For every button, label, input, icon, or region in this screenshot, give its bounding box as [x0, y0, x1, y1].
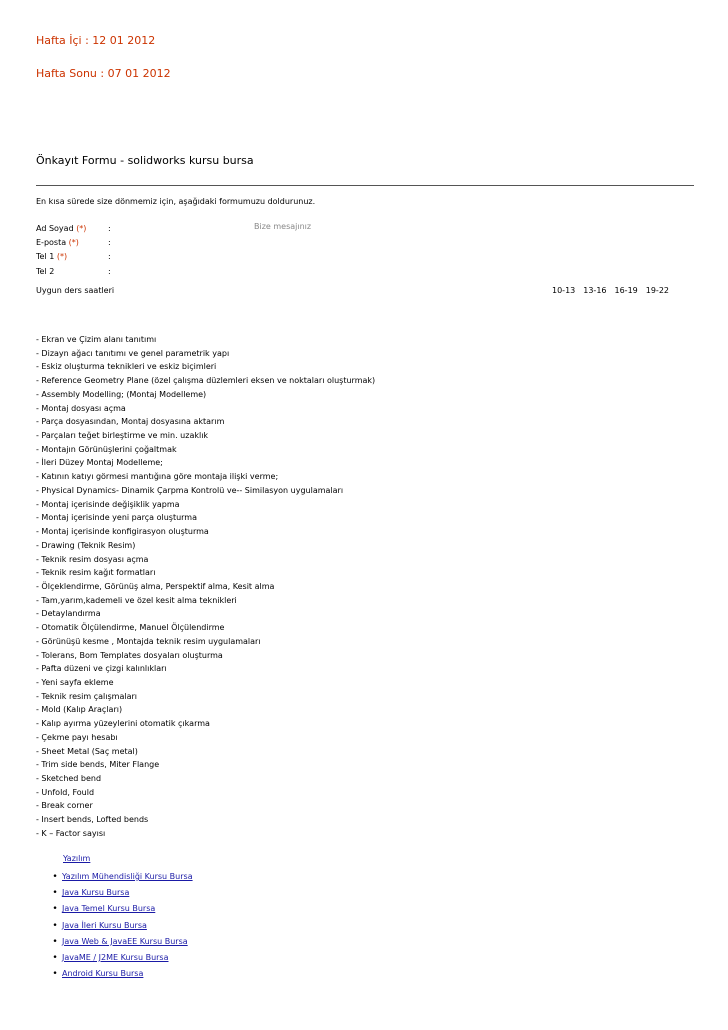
email-input[interactable] [116, 237, 226, 248]
bullet-icon: • [52, 888, 58, 899]
field-colon: : [108, 267, 111, 276]
required-marker: (*) [56, 252, 68, 261]
link-item [48, 918, 193, 934]
phone2-input[interactable] [116, 266, 226, 277]
hours-option[interactable]: 10-13 [552, 286, 576, 295]
list-item: - Sheet Metal (Saç metal) [36, 746, 138, 756]
hours-option[interactable]: 19-22 [645, 286, 669, 295]
list-item: - İleri Düzey Montaj Modelleme; [36, 458, 163, 468]
phone1-label: Tel 1 (*) [36, 252, 68, 261]
bullet-icon: • [52, 969, 58, 980]
list-item: - Reference Geometry Plane (özel çalışma düzlemleri eksen ve noktaları oluşturmak) [36, 376, 376, 386]
name-input[interactable] [116, 223, 226, 234]
hours-option[interactable]: 16-19 [614, 286, 638, 295]
list-item: - Detaylandırma [36, 609, 101, 619]
course-link[interactable]: Yazılım Mühendisliği Kursu Bursa [62, 872, 193, 881]
form-title: Önkayıt Formu - solidworks kursu bursa [36, 154, 254, 167]
list-item: - Parça dosyasından, Montaj dosyasına aktarım [36, 417, 225, 427]
bullet-icon: • [52, 936, 58, 947]
list-item: - Sketched bend [36, 774, 102, 783]
list-item: - K – Factor sayısı [36, 828, 106, 838]
link-item [48, 966, 193, 982]
list-item: - Teknik resim çalışmaları [36, 691, 137, 701]
link-item [48, 869, 193, 885]
list-item: - Ölçeklendirme, Görünüş alma, Perspektif alma, Kesit alma [36, 581, 275, 591]
required-marker: (*) [76, 224, 87, 233]
list-item: - Tam,yarım,kademeli ve özel kesit alma teknikleri [36, 595, 237, 605]
list-item: - Teknik resim kağıt formatları [36, 568, 156, 578]
list-item: - Montaj dosyası açma [36, 403, 126, 413]
list-item: - Insert bends, Lofted bends [36, 815, 149, 825]
list-item: - Görünüşü kesme , Montajda teknik resim uygulamaları [36, 636, 261, 646]
list-item: - Drawing (Teknik Resim) [36, 540, 136, 550]
list-item: - Montaj içerisinde değişiklik yapma [36, 499, 180, 509]
link-item [48, 950, 193, 966]
weekday-date: Hafta İçi : 12 01 2012 [36, 34, 156, 47]
hours-label: Uygun ders saatleri [36, 286, 115, 295]
list-item: - Montajın Görünüşlerini çoğaltmak [36, 444, 177, 454]
bullet-icon: • [52, 952, 58, 963]
bullet-icon: • [52, 872, 58, 882]
course-link[interactable]: Java İleri Kursu Bursa [62, 920, 147, 930]
list-item: - Mold (Kalıp Araçları) [36, 705, 123, 715]
phone1-input[interactable] [116, 251, 226, 262]
list-item: - Çekme payı hesabı [36, 732, 118, 742]
course-link[interactable]: Java Temel Kursu Bursa [62, 904, 156, 914]
required-marker: (*) [68, 238, 79, 247]
list-item: - Montaj içerisinde konfigirasyon oluşturma [36, 527, 209, 537]
links-section-title[interactable]: Yazılım [63, 854, 91, 863]
course-link[interactable]: Android Kursu Bursa [62, 969, 144, 979]
list-item: - Unfold, Fould [36, 787, 95, 797]
field-colon: : [108, 238, 111, 247]
list-item: - Pafta düzeni ve çizgi kalınlıkları [36, 664, 167, 674]
link-list [48, 869, 193, 982]
email-label: E-posta (*) [36, 238, 79, 247]
list-item: - Trim side bends, Miter Flange [36, 760, 160, 770]
list-item: - Physical Dynamics- Dinamik Çarpma Kontrolü ve-- Similasyon uygulamaları [36, 485, 344, 495]
link-item [48, 934, 193, 950]
list-item: - Break corner [36, 801, 93, 811]
list-item: - Yeni sayfa ekleme [36, 677, 114, 687]
course-link[interactable]: JavaME / J2ME Kursu Bursa [62, 952, 169, 962]
list-item: - Dizayn ağacı tanıtımı ve genel parametrik yapı [36, 348, 230, 358]
course-link[interactable]: Java Web & JavaEE Kursu Bursa [62, 936, 188, 946]
course-link[interactable]: Java Kursu Bursa [62, 888, 130, 898]
list-item: - Eskiz oluşturma teknikleri ve eskiz biçimleri [36, 362, 217, 372]
link-item [48, 901, 193, 917]
list-item: - Ekran ve Çizim alanı tanıtımı [36, 335, 157, 344]
list-item: - Katının katıyı görmesi mantığına göre montaja ilişki verme; [36, 472, 279, 482]
field-colon: : [108, 224, 111, 233]
bullet-icon: • [52, 904, 58, 915]
list-item: - Kalıp ayırma yüzeylerini otomatik çıkarma [36, 719, 210, 729]
message-textarea[interactable] [254, 222, 404, 258]
name-label: Ad Soyad (*) [36, 224, 87, 233]
list-item: - Teknik resim dosyası açma [36, 554, 149, 564]
bullet-icon: • [52, 920, 58, 931]
list-item: - Assembly Modelling; (Montaj Modelleme) [36, 389, 207, 399]
topic-list [36, 333, 375, 841]
list-item: - Tolerans, Bom Templates dosyaları oluşturma [36, 650, 223, 660]
hours-option[interactable]: 13-16 [583, 286, 607, 295]
list-item: - Montaj içerisinde yeni parça oluşturma [36, 513, 197, 523]
divider [36, 185, 694, 186]
link-item [48, 885, 193, 901]
form-intro: En kısa sürede size dönmemiz için, aşağıdaki formumuzu doldurunuz. [36, 197, 316, 206]
weekend-date: Hafta Sonu : 07 01 2012 [36, 67, 171, 80]
list-item: - Otomatik Ölçülendirme, Manuel Ölçülendirme [36, 623, 225, 633]
phone2-label: Tel 2 [36, 267, 55, 276]
hours-options [552, 286, 669, 295]
list-item: - Parçaları teğet birleştirme ve min. uzaklık [36, 431, 209, 441]
field-colon: : [108, 252, 111, 261]
